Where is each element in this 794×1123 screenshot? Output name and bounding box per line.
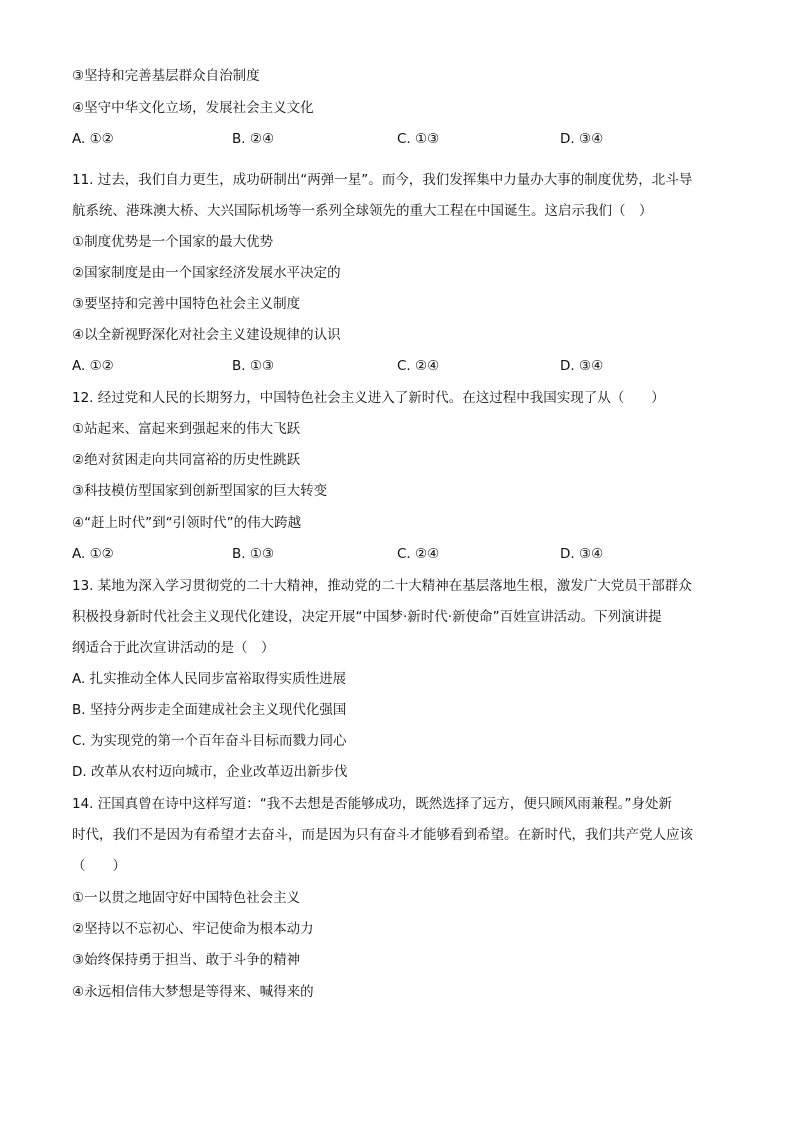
q13-choice-b: B. 坚持分两步走全面建成社会主义现代化强国	[72, 702, 347, 718]
option-b: B. ①③	[232, 546, 275, 562]
q11-options	[72, 356, 722, 376]
q13-stem-line-1: 13. 某地为深入学习贯彻党的二十大精神，推动党的二十大精神在基层落地生根，激发广大党员干部群众	[72, 578, 692, 594]
q11-item-1: ①制度优势是一个国家的最大优势	[72, 234, 274, 250]
q14-stem-line-3: （ ）	[72, 858, 126, 874]
q12-item-3: ③科技模仿型国家到创新型国家的巨大转变	[72, 483, 328, 499]
carry-item-4: ④坚守中华文化立场，发展社会主义文化	[72, 100, 314, 116]
q14-item-4: ④永远相信伟大梦想是等得来、喊得来的	[72, 984, 314, 1000]
q12-stem-line-1: 12. 经过党和人民的长期努力，中国特色社会主义进入了新时代。在这过程中我国实现了从（ ）	[72, 390, 665, 406]
q14-stem-line-1: 14. 汪国真曾在诗中这样写道：“我不去想是否能够成功，既然选择了远方，便只顾风雨兼程。”身处新	[72, 796, 672, 812]
carry-options	[72, 129, 722, 149]
q14-stem-line-2: 时代，我们不是因为有希望才去奋斗，而是因为只有奋斗才能够看到希望。在新时代，我们共产党人应该	[72, 827, 693, 843]
q12-item-1: ①站起来、富起来到强起来的伟大飞跃	[72, 421, 301, 437]
option-a: A. ①②	[72, 546, 114, 562]
q13-stem-line-3: 纲适合于此次宣讲活动的是（ ）	[72, 640, 275, 656]
option-d: D. ③④	[560, 358, 604, 374]
q11-item-2: ②国家制度是由一个国家经济发展水平决定的	[72, 265, 341, 281]
option-b: B. ②④	[232, 131, 275, 147]
option-b: B. ①③	[232, 358, 275, 374]
q14-item-3: ③始终保持勇于担当、敢于斗争的精神	[72, 952, 301, 968]
option-c: C. ②④	[397, 546, 440, 562]
q11-stem-line-1: 11. 过去，我们自力更生，成功研制出“两弹一星”。而今，我们发挥集中力量办大事的制度优势，北斗导	[72, 172, 693, 188]
q11-stem-line-2: 航系统、港珠澳大桥、大兴国际机场等一系列全球领先的重大工程在中国诞生。这启示我们（ ）	[72, 203, 653, 219]
q14-item-1: ①一以贯之地固守好中国特色社会主义	[72, 890, 301, 906]
q13-choice-d: D. 改革从农村迈向城市，企业改革迈出新步伐	[72, 764, 348, 780]
option-c: C. ①③	[397, 131, 440, 147]
q13-choice-a: A. 扎实推动全体人民同步富裕取得实质性进展	[72, 671, 347, 687]
q14-item-2: ②坚持以不忘初心、牢记使命为根本动力	[72, 921, 314, 937]
q12-item-2: ②绝对贫困走向共同富裕的历史性跳跃	[72, 452, 301, 468]
q11-item-3: ③要坚持和完善中国特色社会主义制度	[72, 296, 301, 312]
carry-item-3: ③坚持和完善基层群众自治制度	[72, 68, 260, 84]
option-c: C. ②④	[397, 358, 440, 374]
q13-choice-c: C. 为实现党的第一个百年奋斗目标而戮力同心	[72, 733, 347, 749]
option-a: A. ①②	[72, 131, 114, 147]
q12-item-4: ④“赶上时代”到“引领时代”的伟大跨越	[72, 515, 302, 531]
option-d: D. ③④	[560, 131, 604, 147]
q12-options	[72, 544, 722, 564]
q13-stem-line-2: 积极投身新时代社会主义现代化建设，决定开展“中国梦·新时代·新使命”百姓宣讲活动。下列演讲提	[72, 609, 662, 625]
option-a: A. ①②	[72, 358, 114, 374]
q11-item-4: ④以全新视野深化对社会主义建设规律的认识	[72, 327, 341, 343]
option-d: D. ③④	[560, 546, 604, 562]
